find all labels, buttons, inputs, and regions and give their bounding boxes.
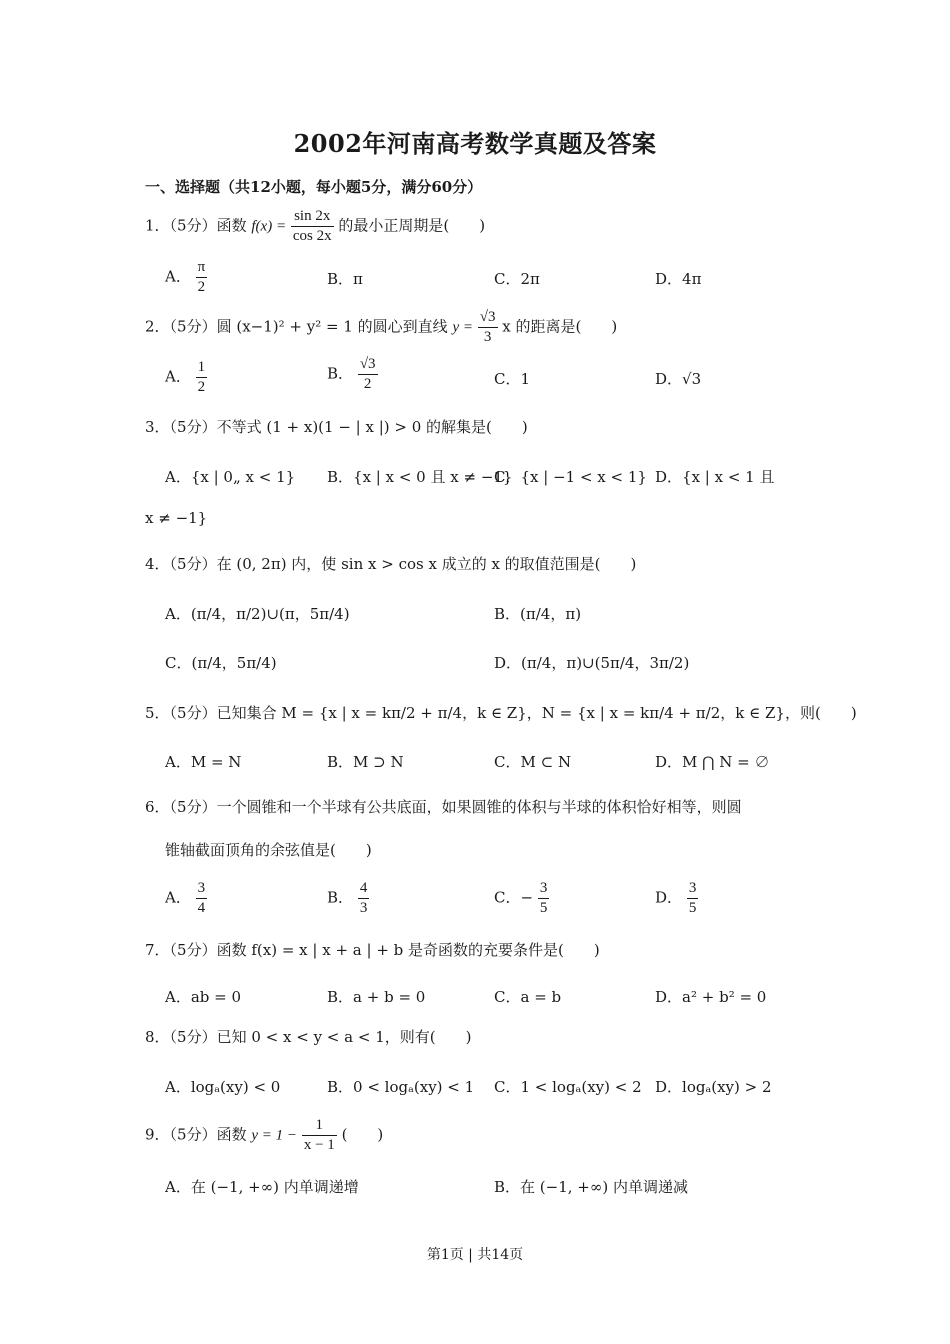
question-8: 8．（5分）已知 0 < x < y < a < 1，则有( )	[145, 1028, 472, 1046]
question-9	[145, 1116, 383, 1155]
question-5: 5．（5分）已知集合 M = {x | x = kπ/2 + π/4，k ∈ Z}，N = {x | x = kπ/4 + π/2，k ∈ Z}，则( )	[145, 704, 857, 722]
q2-option-d: D．√3	[655, 370, 702, 388]
q6-option-b-label: B．	[327, 888, 354, 907]
q6-option-d-fraction	[687, 879, 699, 918]
q6-option-c-den: 5	[539, 900, 548, 916]
q9-option-b: B．在 (−1, +∞) 内单调递减	[494, 1178, 688, 1196]
question-7: 7．（5分）函数 f(x) = x | x + a | + b 是奇函数的充要条件是( )	[145, 941, 600, 959]
q1-option-a	[165, 258, 207, 297]
q2-option-b-num: √3	[358, 355, 378, 375]
q2-lhs: y =	[452, 319, 473, 336]
q9-option-a: A．在 (−1, +∞) 内单调递增	[165, 1178, 359, 1196]
section-heading: 一、选择题（共12小题，每小题5分，满分60分）	[145, 178, 483, 196]
q6-option-a-label: A．	[165, 888, 191, 907]
q1-option-a-den: 2	[197, 279, 206, 295]
q3-option-b: B．{x | x < 0 且 x ≠ −1}	[327, 468, 513, 486]
q3-option-c: C．{x | −1 < x < 1}	[494, 468, 647, 486]
q7-option-c: C．a = b	[494, 988, 562, 1006]
q2-option-a-fraction	[196, 358, 208, 397]
q6-option-c-fraction	[538, 879, 550, 918]
q1-option-a-label: A．	[165, 267, 191, 286]
q9-fraction	[302, 1116, 337, 1155]
q9-tail: ( )	[341, 1125, 384, 1144]
q6-option-d-label: D．	[655, 888, 683, 907]
question-1	[145, 207, 485, 246]
q6-option-c	[494, 879, 549, 918]
q8-option-c: C．1 < logₐ(xy) < 2	[494, 1078, 642, 1096]
q1-denominator: cos 2x	[292, 228, 332, 244]
q1-option-a-num: π	[196, 258, 208, 278]
q8-option-b: B．0 < logₐ(xy) < 1	[327, 1078, 475, 1096]
q5-option-d: D．M ⋂ N = ∅	[655, 753, 770, 771]
q4-option-b: B．(π/4，π)	[494, 605, 582, 623]
q1-option-a-fraction	[196, 258, 208, 297]
q2-option-a-label: A．	[165, 367, 191, 386]
q6-option-a	[165, 879, 207, 918]
question-3: 3．（5分）不等式 (1 + x)(1 − | x |) > 0 的解集是( )	[145, 418, 528, 436]
question-2	[145, 308, 617, 347]
q6-option-b-den: 3	[359, 900, 368, 916]
q4-option-d: D．(π/4，π)∪(5π/4，3π/2)	[494, 654, 690, 672]
q6-option-b	[327, 879, 369, 918]
q2-option-a-den: 2	[197, 379, 206, 395]
q2-mid: (x−1)² + y² = 1 的圆心到直线	[236, 317, 448, 336]
q7-option-a: A．ab = 0	[165, 988, 242, 1006]
q6-option-a-fraction	[196, 879, 208, 918]
q6-option-d-den: 5	[688, 900, 697, 916]
q2-fraction	[478, 308, 498, 347]
q6-option-c-label: C．−	[494, 888, 534, 907]
q2-option-c: C．1	[494, 370, 531, 388]
q2-option-b	[327, 355, 378, 394]
q2-tail: x 的距离是( )	[502, 317, 618, 336]
q5-option-a: A．M = N	[165, 753, 242, 771]
q7-option-b: B．a + b = 0	[327, 988, 426, 1006]
q9-lhs: y = 1 −	[251, 1127, 298, 1144]
q1-option-c: C．2π	[494, 270, 540, 288]
q1-option-d: D．4π	[655, 270, 702, 288]
q6-option-a-den: 4	[197, 900, 206, 916]
q1-option-b: B．π	[327, 270, 363, 288]
q2-prefix: 2．（5分）圆	[145, 317, 232, 336]
q8-option-a: A．logₐ(xy) < 0	[165, 1078, 281, 1096]
q1-numerator: sin 2x	[291, 207, 334, 227]
q4-option-c: C．(π/4，5π/4)	[165, 654, 277, 672]
q4-option-a: A．(π/4，π/2)∪(π，5π/4)	[165, 605, 350, 623]
q3-option-d: D．{x | x < 1 且	[655, 468, 775, 486]
q6-option-b-fraction	[358, 879, 370, 918]
q1-lhs: f(x) =	[251, 218, 287, 235]
q8-option-d: D．logₐ(xy) > 2	[655, 1078, 772, 1096]
q3-option-a: A．{x | 0„ x < 1}	[165, 468, 296, 486]
q9-prefix: 9．（5分）函数	[145, 1125, 247, 1144]
q3-option-d-continued: x ≠ −1}	[145, 509, 208, 527]
q1-fraction	[291, 207, 334, 246]
q2-den: 3	[483, 329, 492, 345]
page-footer: 第1页 | 共14页	[426, 1247, 524, 1263]
q6-option-a-num: 3	[196, 879, 208, 899]
q2-option-b-fraction	[358, 355, 378, 394]
q2-option-a-num: 1	[196, 358, 208, 378]
q9-num: 1	[302, 1116, 337, 1136]
q7-option-d: D．a² + b² = 0	[655, 988, 767, 1006]
q6-option-b-num: 4	[358, 879, 370, 899]
q2-option-b-label: B．	[327, 364, 354, 383]
q1-suffix: 的最小正周期是( )	[338, 216, 486, 235]
q9-den: x − 1	[303, 1137, 335, 1153]
page-title: 2002年河南高考数学真题及答案	[293, 129, 657, 158]
q2-option-a	[165, 358, 207, 397]
q2-option-b-den: 2	[363, 376, 372, 392]
q1-prefix: 1．（5分）函数	[145, 216, 247, 235]
q6-option-d	[655, 879, 698, 918]
q5-option-b: B．M ⊃ N	[327, 753, 404, 771]
question-6-continued: 锥轴截面顶角的余弦值是( )	[165, 841, 372, 859]
q6-option-c-num: 3	[538, 879, 550, 899]
question-6: 6．（5分）一个圆锥和一个半球有公共底面，如果圆锥的体积与半球的体积恰好相等，则圆	[145, 798, 742, 816]
q2-num: √3	[478, 308, 498, 328]
question-4: 4．（5分）在 (0, 2π) 内，使 sin x > cos x 成立的 x 的取值范围是( )	[145, 555, 637, 573]
q6-option-d-num: 3	[687, 879, 699, 899]
q5-option-c: C．M ⊂ N	[494, 753, 572, 771]
